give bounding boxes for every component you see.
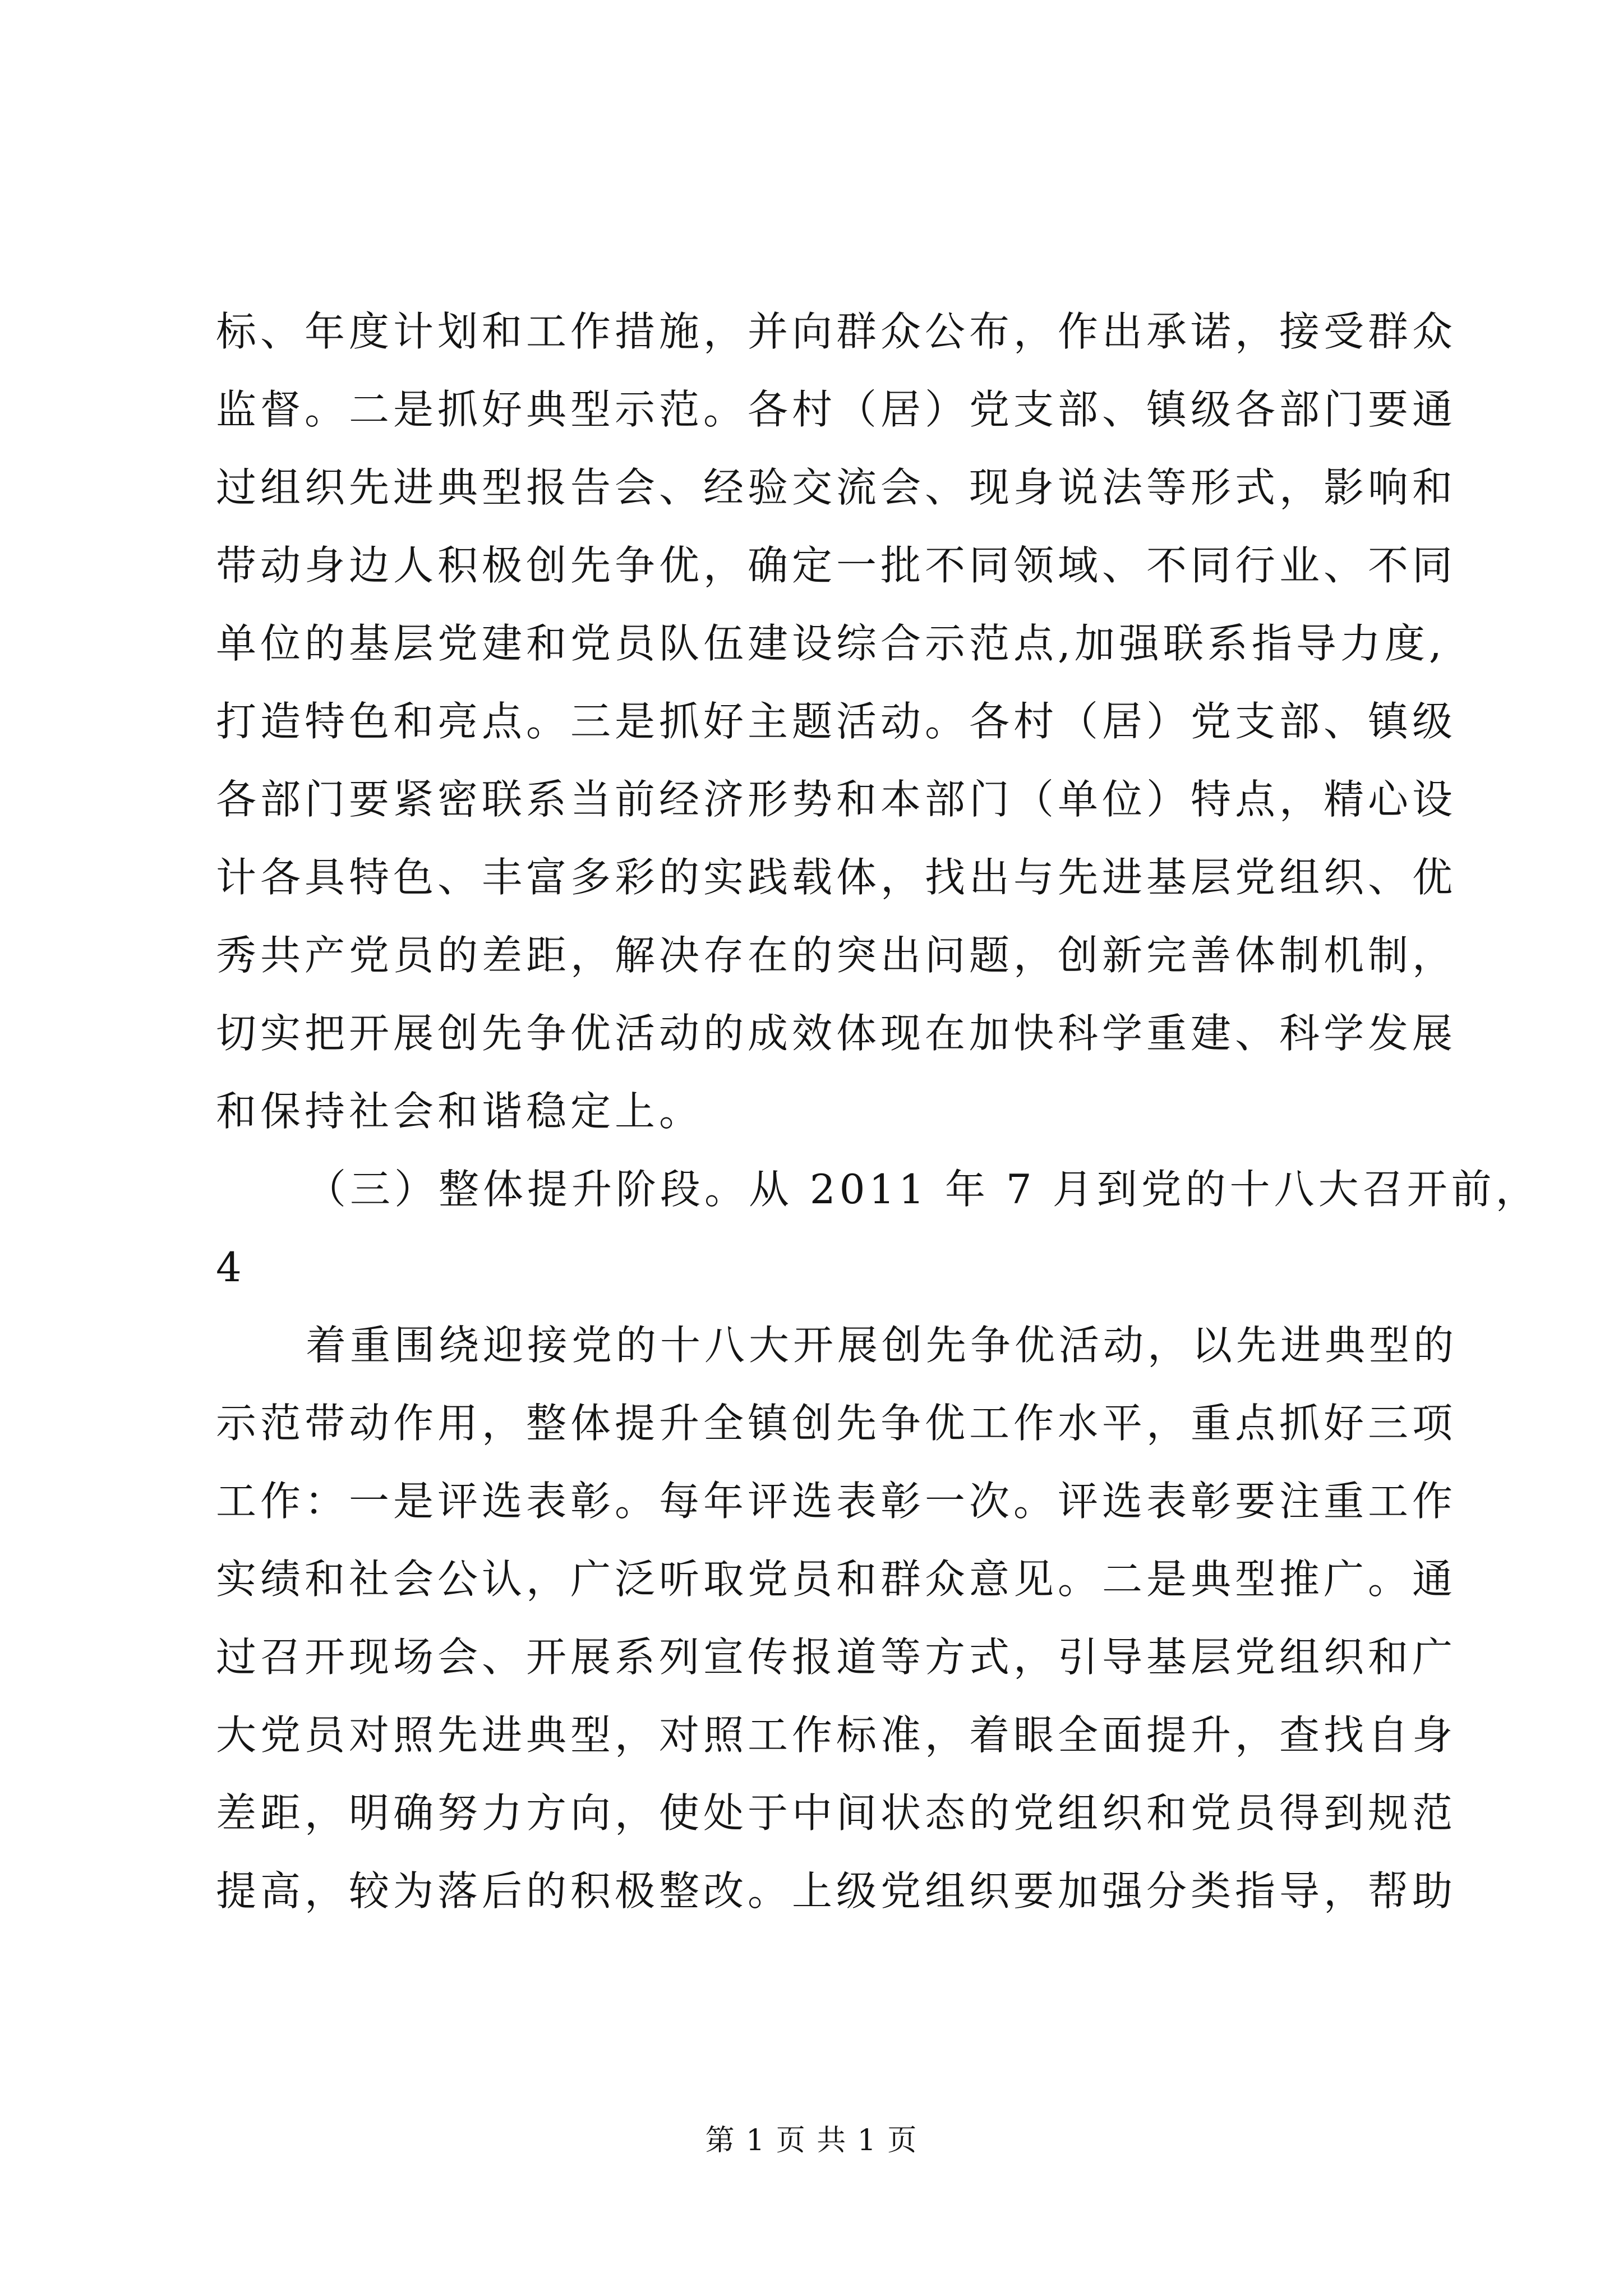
text-line: 切实把开展创先争优活动的成效体现在加快科学重建、科学发展 (216, 1010, 1457, 1057)
section-heading-line: （三）整体提升阶段。从 2011 年 7 月到党的十八大召开前， (306, 1166, 1540, 1213)
page-marker: 4 (216, 1244, 242, 1291)
text-line: 单位的基层党建和党员队伍建设综合示范点,加强联系指导力度, (216, 620, 1446, 667)
page-footer: 第 1 页 共 1 页 (705, 2124, 918, 2157)
text-line: 大党员对照先进典型，对照工作标准，着眼全面提升，查找自身 (216, 1711, 1457, 1759)
text-line: 计各具特色、丰富多彩的实践载体，找出与先进基层党组织、优 (216, 854, 1457, 901)
text-line: 着重围绕迎接党的十八大开展创先争优活动，以先进典型的 (306, 1322, 1458, 1369)
text-line: 和保持社会和谐稳定上。 (216, 1088, 704, 1135)
text-line: 提高，较为落后的积极整改。上级党组织要加强分类指导，帮助 (216, 1867, 1457, 1915)
text-line: 带动身边人积极创先争优，确定一批不同领域、不同行业、不同 (216, 542, 1457, 589)
text-line: 实绩和社会公认，广泛听取党员和群众意见。二是典型推广。通 (216, 1556, 1457, 1603)
text-line: 工作：一是评选表彰。每年评选表彰一次。评选表彰要注重工作 (216, 1478, 1457, 1525)
text-line: 示范带动作用，整体提升全镇创先争优工作水平，重点抓好三项 (216, 1400, 1457, 1447)
text-line: 打造特色和亮点。三是抓好主题活动。各村（居）党支部、镇级 (216, 698, 1457, 745)
text-line: 过召开现场会、开展系列宣传报道等方式，引导基层党组织和广 (216, 1634, 1457, 1681)
text-line: 秀共产党员的差距，解决存在的突出问题，创新完善体制机制， (216, 932, 1457, 979)
text-line: 标、年度计划和工作措施，并向群众公布，作出承诺，接受群众 (216, 308, 1457, 355)
text-line: 差距，明确努力方向，使处于中间状态的党组织和党员得到规范 (216, 1789, 1457, 1837)
text-line: 过组织先进典型报告会、经验交流会、现身说法等形式，影响和 (216, 464, 1457, 511)
text-line: 各部门要紧密联系当前经济形势和本部门（单位）特点，精心设 (216, 776, 1457, 823)
text-line: 监督。二是抓好典型示范。各村（居）党支部、镇级各部门要通 (216, 386, 1457, 433)
